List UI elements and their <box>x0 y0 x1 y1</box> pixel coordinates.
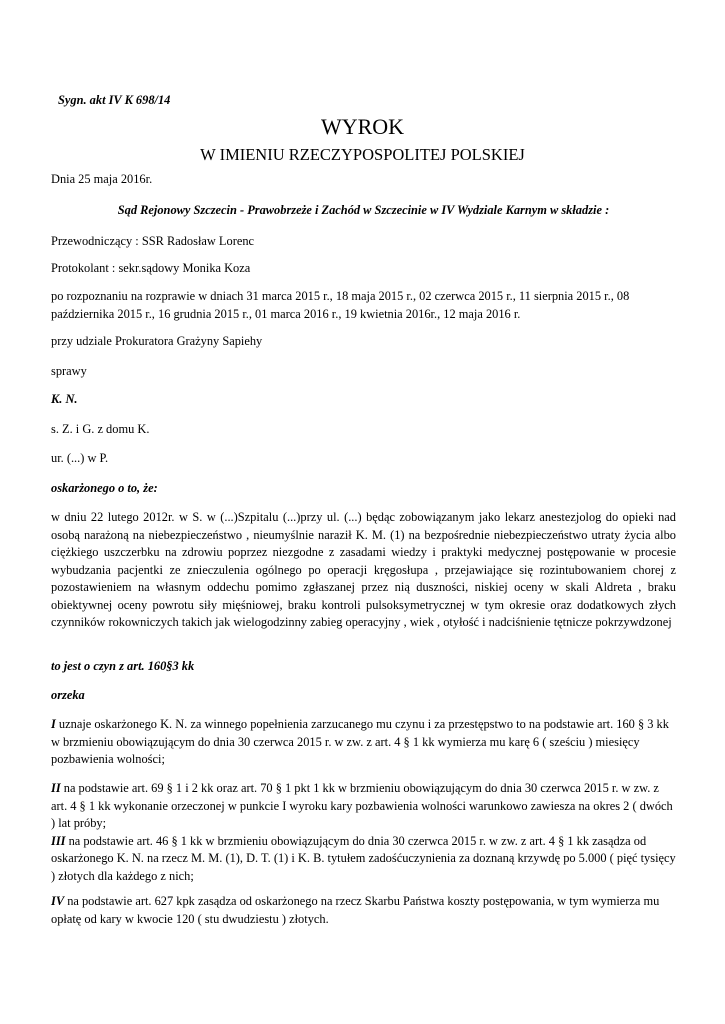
ruling-point-1 <box>51 716 676 769</box>
accused-heading: oskarżonego o to, że: <box>51 481 158 495</box>
point-text: uznaje oskarżonego K. N. za winnego popełnienia zarzucanego mu czynu i za przestępstwo to na podstawie art. 160 § 3 kk w brzmieniu obowiązującym do dnia 30 czerwca 2015 r. w zw. z art. 4 § 1 kk wymierza mu karę 6 ( sześciu ) miesięcy pozbawienia wolności; <box>51 717 669 766</box>
court-composition: Sąd Rejonowy Szczecin - Prawobrzeże i Zachód w Szczecinie w IV Wydziale Karnym w składzie : <box>117 203 610 217</box>
point-text: na podstawie art. 69 § 1 i 2 kk oraz art. 70 § 1 pkt 1 kk w brzmieniu obowiązującym do dnia 30 czerwca 2015 r. w zw. z art. 4 § 1 kk wykonanie orzeczonej w punkcie I wyroku kary pozbawienia wolności warunkowo zawiesza na okres 2 ( dwóch ) lat próby; <box>51 781 673 830</box>
court-clerk: Protokolant : sekr.sądowy Monika Koza <box>51 261 251 275</box>
case-number: Sygn. akt IV K 698/14 <box>58 93 171 107</box>
defendant-parents: s. Z. i G. z domu K. <box>51 422 150 436</box>
ruling-heading: orzeka <box>51 688 85 702</box>
point-number: I <box>51 717 56 731</box>
document-title: WYROK <box>320 114 405 139</box>
point-number: IV <box>51 894 65 908</box>
hearing-dates-line: października 2015 r., 16 grudnia 2015 r., 01 marca 2016 r., 19 kwietnia 2016r., 12 maja 2016 r. <box>51 306 521 321</box>
ruling-points-2-3 <box>51 780 676 885</box>
charge-article: to jest o czyn z art. 160§3 kk <box>51 659 195 673</box>
case-word: sprawy <box>51 364 87 378</box>
ruling-point-3 <box>51 833 676 886</box>
point-number: II <box>51 781 61 795</box>
ruling-point-2 <box>51 780 676 833</box>
charge-text: w dniu 22 lutego 2012r. w S. w (...)Szpitalu (...)przy ul. (...) będąc zobowiązanym jako lekarz anestezjolog do opieki nad osobą narażoną na niebezpieczeństwo , nieumyślnie naraził K. M. (1) na bezpośrednie niebezpieczeństwo utraty życia albo ciężkiego uszczerbku na zdrowiu poprzez niezgodne z zasadami wiedzy i praktyki medycznej postępowanie w procesie wybudzania pacjentki ze znieczulenia ogólnego po operacji kręgosłupa , przejawiające się rozintubowaniem chorej z pozostawieniem na własnym oddechu pomimo zgłaszanej przez nią duszności, niskiej oceny w skali Aldreta , braku obiektywnej oceny powrotu siły mięśniowej, braku kontroli pulsoksymetrycznej w tym okresie oraz dodatkowych złych czynników rokowniczych takich jak wielogodzinny zabieg operacyjny , wiek , otyłość i nadciśnienie tętnicze pokrzywdzonej <box>51 510 676 629</box>
defendant-name: K. N. <box>51 392 78 406</box>
presiding-judge: Przewodniczący : SSR Radosław Lorenc <box>51 234 255 248</box>
hearing-dates <box>51 288 676 323</box>
hearing-dates-line: po rozpoznaniu na rozprawie w dniach 31 marca 2015 r., 18 maja 2015 r., 02 czerwca 2015 r., 11 sierpnia 2015 r., 08 <box>51 289 630 303</box>
ruling-point-4 <box>51 893 676 928</box>
judgment-date: Dnia 25 maja 2016r. <box>51 172 153 186</box>
point-text: na podstawie art. 627 kpk zasądza od oskarżonego na rzecz Skarbu Państwa koszty postępowania, w tym wymierza mu opłatę od kary w kwocie 120 ( stu dwudziestu ) złotych. <box>51 894 660 926</box>
defendant-birth: ur. (...) w P. <box>51 451 109 465</box>
document-subtitle: W IMIENIU RZECZYPOSPOLITEJ POLSKIEJ <box>200 145 525 164</box>
point-number: III <box>51 833 66 848</box>
point-text: na podstawie art. 46 § 1 kk w brzmieniu obowiązującym do dnia 30 czerwca 2015 r. w zw. z art. 4 § 1 kk zasądza od oskarżonego K. N. na rzecz M. M. (1), D. T. (1) i K. B. tytułem zadośćuczynienia za doznaną krzywdę po 5.000 ( pięć tysięcy ) złotych dla każdego z nich; <box>51 833 676 883</box>
prosecutor: przy udziale Prokuratora Grażyny Sapiehy <box>51 334 263 348</box>
